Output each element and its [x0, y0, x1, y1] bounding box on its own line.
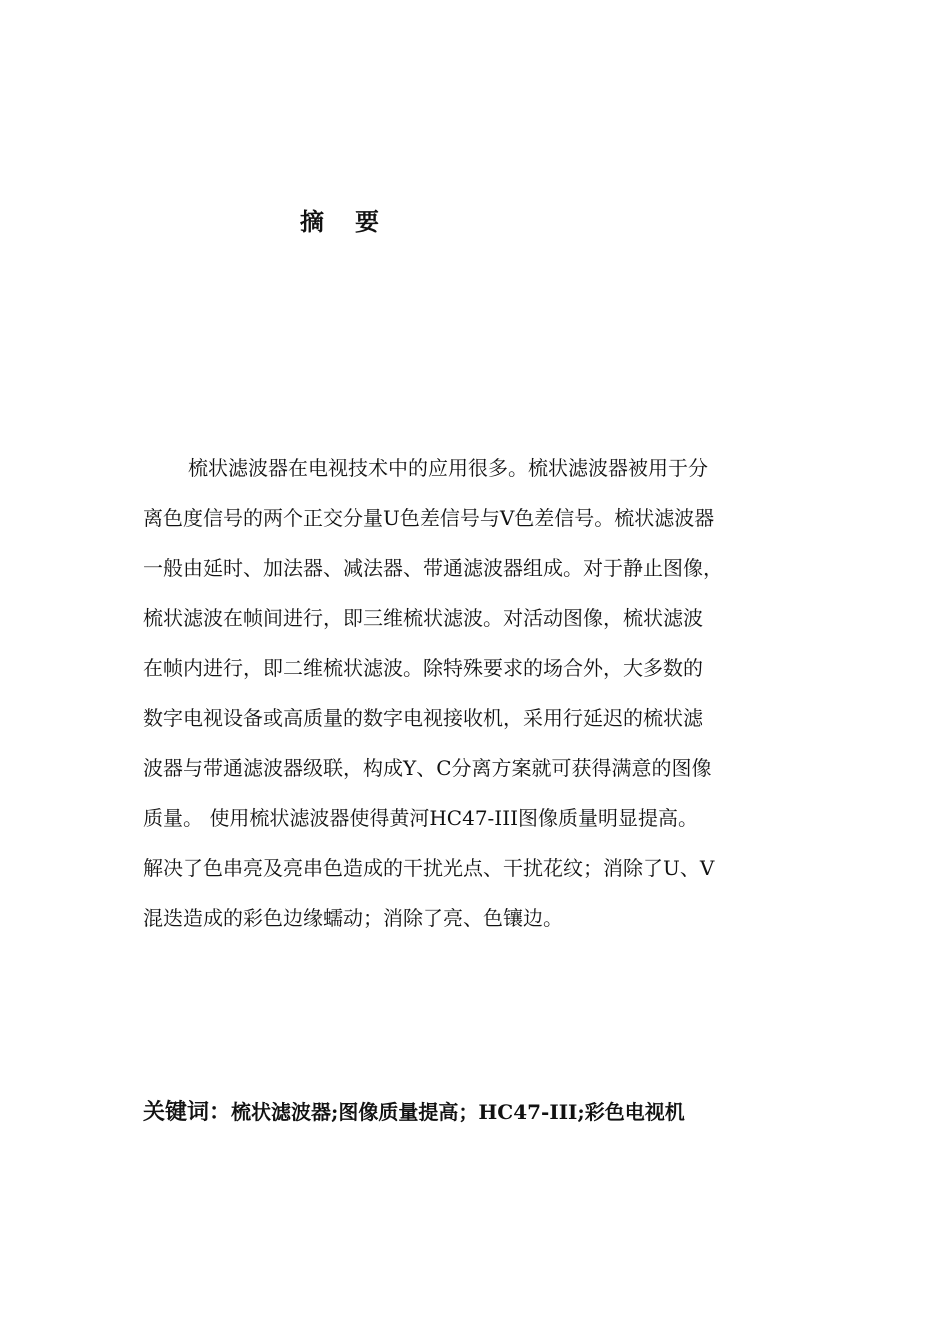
title-char-2: 要 [355, 208, 380, 236]
page-title [300, 204, 380, 240]
abstract-line: 质量。 使用梳状滤波器使得黄河HC47-III图像质量明显提高。 [143, 806, 699, 830]
abstract-line: 一般由延时、加法器、减法器、带通滤波器组成。对于静止图像， [143, 556, 723, 580]
abstract-line: 梳状滤波器在电视技术中的应用很多。梳状滤波器被用于分 [188, 456, 708, 480]
keywords-text: 梳状滤波器;图像质量提高；HC47-III;彩色电视机 [231, 1100, 685, 1124]
abstract-line: 波器与带通滤波器级联，构成Y、C分离方案就可获得满意的图像 [143, 756, 712, 780]
abstract-line: 数字电视设备或高质量的数字电视接收机，采用行延迟的梳状滤 [143, 706, 703, 730]
abstract-body [143, 443, 813, 943]
abstract-line: 混迭造成的彩色边缘蠕动；消除了亮、色镶边。 [143, 906, 563, 930]
abstract-line: 解决了色串亮及亮串色造成的干扰光点、干扰花纹；消除了U、V [143, 856, 715, 880]
abstract-line: 梳状滤波在帧间进行，即三维梳状滤波。对活动图像，梳状滤波 [143, 606, 703, 630]
abstract-line: 在帧内进行，即二维梳状滤波。除特殊要求的场合外，大多数的 [143, 656, 703, 680]
abstract-line: 离色度信号的两个正交分量U色差信号与V色差信号。梳状滤波器 [143, 506, 715, 530]
keywords-label: 关键词： [143, 1100, 232, 1125]
title-char-1: 摘 [300, 208, 325, 236]
keywords-line [143, 1092, 685, 1134]
